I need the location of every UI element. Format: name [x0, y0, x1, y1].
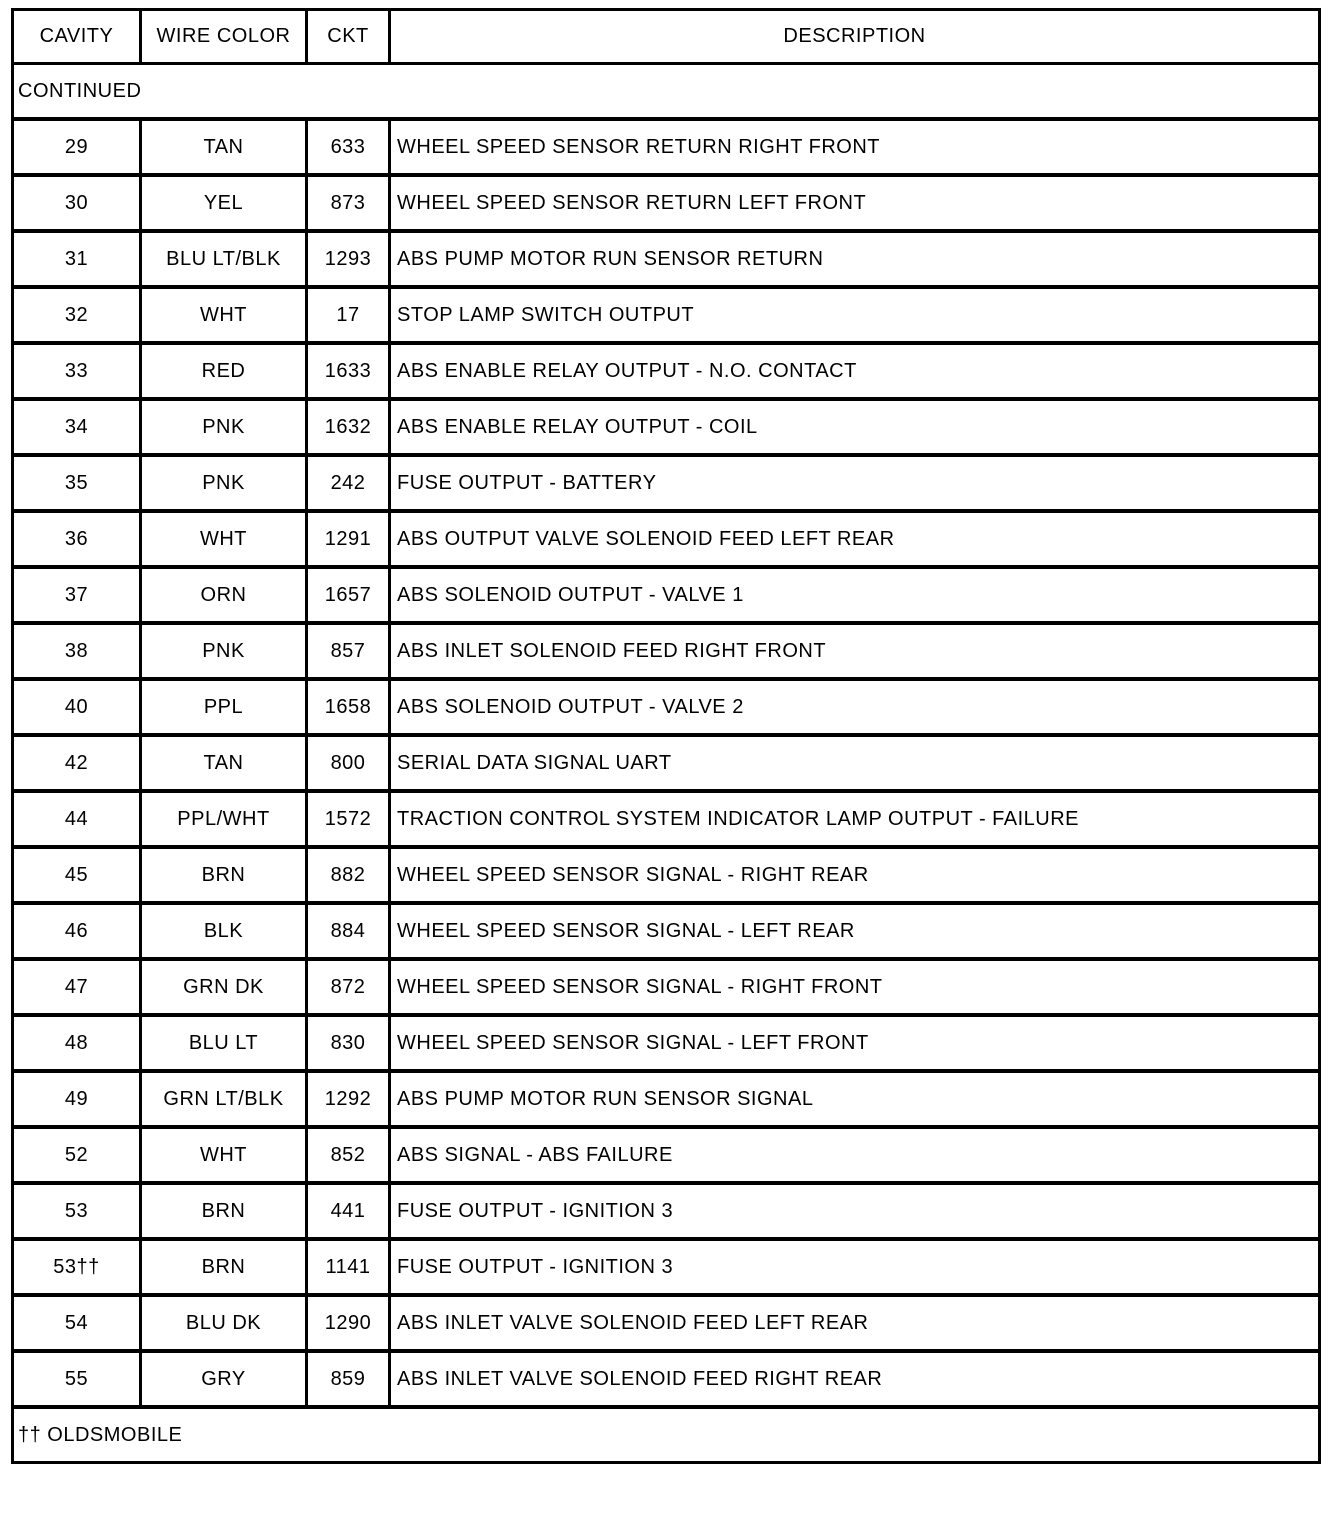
- footnote-text: †† OLDSMOBILE: [13, 1407, 1320, 1463]
- cavity-cell: 34: [13, 399, 141, 455]
- ckt-cell: 857: [307, 623, 390, 679]
- ckt-cell: 1572: [307, 791, 390, 847]
- column-header-description: DESCRIPTION: [390, 10, 1320, 64]
- table-row: [13, 735, 1320, 791]
- wire-color-cell: BLU LT/BLK: [141, 231, 307, 287]
- table-row: [13, 847, 1320, 903]
- table-row: [13, 231, 1320, 287]
- cavity-cell: 29: [13, 119, 141, 175]
- cavity-cell: 53: [13, 1183, 141, 1239]
- table-row: [13, 175, 1320, 231]
- wire-color-cell: WHT: [141, 287, 307, 343]
- description-cell: WHEEL SPEED SENSOR RETURN RIGHT FRONT: [390, 119, 1320, 175]
- footnote-row: [13, 1407, 1320, 1463]
- wire-color-cell: PNK: [141, 455, 307, 511]
- cavity-cell: 33: [13, 343, 141, 399]
- description-cell: ABS INLET VALVE SOLENOID FEED LEFT REAR: [390, 1295, 1320, 1351]
- table-row: [13, 1183, 1320, 1239]
- column-header-cavity: CAVITY: [13, 10, 141, 64]
- ckt-cell: 1293: [307, 231, 390, 287]
- wire-color-cell: BRN: [141, 1183, 307, 1239]
- connector-pinout-table: [11, 8, 1321, 1464]
- wire-color-cell: TAN: [141, 735, 307, 791]
- table-row: [13, 1239, 1320, 1295]
- description-cell: WHEEL SPEED SENSOR SIGNAL - LEFT FRONT: [390, 1015, 1320, 1071]
- wire-color-cell: BRN: [141, 847, 307, 903]
- description-cell: ABS PUMP MOTOR RUN SENSOR SIGNAL: [390, 1071, 1320, 1127]
- ckt-cell: 17: [307, 287, 390, 343]
- table-row: [13, 903, 1320, 959]
- wire-color-cell: PPL: [141, 679, 307, 735]
- cavity-cell: 37: [13, 567, 141, 623]
- table-row: [13, 1295, 1320, 1351]
- ckt-cell: 830: [307, 1015, 390, 1071]
- cavity-cell: 47: [13, 959, 141, 1015]
- description-cell: ABS ENABLE RELAY OUTPUT - COIL: [390, 399, 1320, 455]
- cavity-cell: 44: [13, 791, 141, 847]
- column-header-wire-color: WIRE COLOR: [141, 10, 307, 64]
- description-cell: STOP LAMP SWITCH OUTPUT: [390, 287, 1320, 343]
- table-row: [13, 679, 1320, 735]
- description-cell: FUSE OUTPUT - IGNITION 3: [390, 1183, 1320, 1239]
- cavity-cell: 40: [13, 679, 141, 735]
- description-cell: ABS SOLENOID OUTPUT - VALVE 2: [390, 679, 1320, 735]
- cavity-cell: 49: [13, 1071, 141, 1127]
- ckt-cell: 852: [307, 1127, 390, 1183]
- ckt-cell: 882: [307, 847, 390, 903]
- wire-color-cell: BLU LT: [141, 1015, 307, 1071]
- wire-color-cell: PPL/WHT: [141, 791, 307, 847]
- wire-color-cell: GRN DK: [141, 959, 307, 1015]
- table-row: [13, 511, 1320, 567]
- ckt-cell: 633: [307, 119, 390, 175]
- cavity-cell: 42: [13, 735, 141, 791]
- cavity-cell: 32: [13, 287, 141, 343]
- continued-label: CONTINUED: [13, 64, 1320, 120]
- ckt-cell: 872: [307, 959, 390, 1015]
- ckt-cell: 242: [307, 455, 390, 511]
- table-row: [13, 623, 1320, 679]
- wire-color-cell: YEL: [141, 175, 307, 231]
- wire-color-cell: PNK: [141, 399, 307, 455]
- wire-color-cell: GRY: [141, 1351, 307, 1407]
- description-cell: SERIAL DATA SIGNAL UART: [390, 735, 1320, 791]
- description-cell: FUSE OUTPUT - IGNITION 3: [390, 1239, 1320, 1295]
- ckt-cell: 1141: [307, 1239, 390, 1295]
- ckt-cell: 873: [307, 175, 390, 231]
- cavity-cell: 36: [13, 511, 141, 567]
- cavity-cell: 45: [13, 847, 141, 903]
- continued-row: [13, 64, 1320, 120]
- description-cell: ABS ENABLE RELAY OUTPUT - N.O. CONTACT: [390, 343, 1320, 399]
- ckt-cell: 859: [307, 1351, 390, 1407]
- table-body: [13, 64, 1320, 1463]
- cavity-cell: 38: [13, 623, 141, 679]
- connector-pinout-sheet: [11, 8, 1318, 1464]
- column-header-ckt: CKT: [307, 10, 390, 64]
- table-row: [13, 791, 1320, 847]
- description-cell: TRACTION CONTROL SYSTEM INDICATOR LAMP OUTPUT - FAILURE: [390, 791, 1320, 847]
- table-row: [13, 399, 1320, 455]
- wire-color-cell: GRN LT/BLK: [141, 1071, 307, 1127]
- description-cell: ABS INLET VALVE SOLENOID FEED RIGHT REAR: [390, 1351, 1320, 1407]
- wire-color-cell: BRN: [141, 1239, 307, 1295]
- cavity-cell: 31: [13, 231, 141, 287]
- cavity-cell: 55: [13, 1351, 141, 1407]
- description-cell: WHEEL SPEED SENSOR SIGNAL - RIGHT FRONT: [390, 959, 1320, 1015]
- description-cell: ABS PUMP MOTOR RUN SENSOR RETURN: [390, 231, 1320, 287]
- wire-color-cell: PNK: [141, 623, 307, 679]
- wire-color-cell: ORN: [141, 567, 307, 623]
- ckt-cell: 1657: [307, 567, 390, 623]
- description-cell: ABS SOLENOID OUTPUT - VALVE 1: [390, 567, 1320, 623]
- table-row: [13, 1127, 1320, 1183]
- cavity-cell: 54: [13, 1295, 141, 1351]
- ckt-cell: 1290: [307, 1295, 390, 1351]
- cavity-cell: 35: [13, 455, 141, 511]
- ckt-cell: 1291: [307, 511, 390, 567]
- cavity-cell: 48: [13, 1015, 141, 1071]
- wire-color-cell: RED: [141, 343, 307, 399]
- description-cell: FUSE OUTPUT - BATTERY: [390, 455, 1320, 511]
- cavity-cell: 53††: [13, 1239, 141, 1295]
- cavity-cell: 46: [13, 903, 141, 959]
- table-row: [13, 455, 1320, 511]
- table-row: [13, 1015, 1320, 1071]
- description-cell: ABS SIGNAL - ABS FAILURE: [390, 1127, 1320, 1183]
- ckt-cell: 1292: [307, 1071, 390, 1127]
- table-header-row: [13, 10, 1320, 64]
- description-cell: ABS INLET SOLENOID FEED RIGHT FRONT: [390, 623, 1320, 679]
- wire-color-cell: TAN: [141, 119, 307, 175]
- table-row: [13, 343, 1320, 399]
- table-row: [13, 1351, 1320, 1407]
- cavity-cell: 30: [13, 175, 141, 231]
- ckt-cell: 1632: [307, 399, 390, 455]
- description-cell: WHEEL SPEED SENSOR RETURN LEFT FRONT: [390, 175, 1320, 231]
- ckt-cell: 441: [307, 1183, 390, 1239]
- wire-color-cell: BLK: [141, 903, 307, 959]
- table-row: [13, 959, 1320, 1015]
- table-row: [13, 287, 1320, 343]
- wire-color-cell: WHT: [141, 1127, 307, 1183]
- table-row: [13, 1071, 1320, 1127]
- table-row: [13, 119, 1320, 175]
- ckt-cell: 800: [307, 735, 390, 791]
- ckt-cell: 884: [307, 903, 390, 959]
- ckt-cell: 1658: [307, 679, 390, 735]
- cavity-cell: 52: [13, 1127, 141, 1183]
- description-cell: WHEEL SPEED SENSOR SIGNAL - RIGHT REAR: [390, 847, 1320, 903]
- description-cell: WHEEL SPEED SENSOR SIGNAL - LEFT REAR: [390, 903, 1320, 959]
- ckt-cell: 1633: [307, 343, 390, 399]
- wire-color-cell: WHT: [141, 511, 307, 567]
- wire-color-cell: BLU DK: [141, 1295, 307, 1351]
- description-cell: ABS OUTPUT VALVE SOLENOID FEED LEFT REAR: [390, 511, 1320, 567]
- table-row: [13, 567, 1320, 623]
